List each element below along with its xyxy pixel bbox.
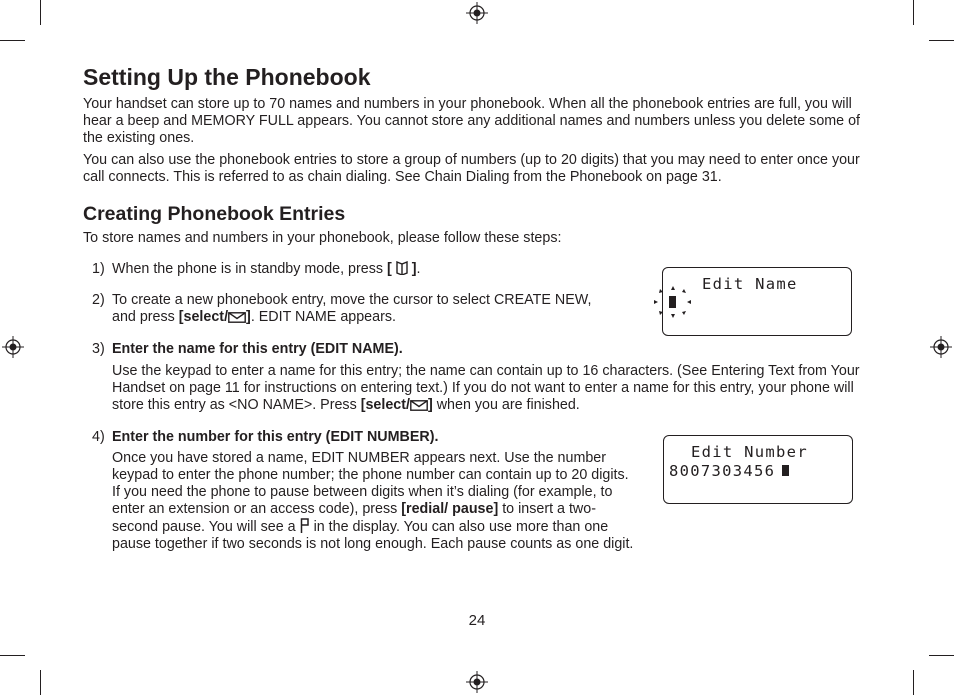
- step-heading: Enter the name for this entry (EDIT NAME).: [112, 341, 403, 357]
- envelope-icon: [228, 312, 246, 323]
- registration-mark-icon: [2, 336, 24, 358]
- step-text: when you are finished.: [432, 397, 580, 413]
- step-text: and press: [112, 309, 179, 325]
- crop-mark: [929, 655, 954, 656]
- pause-p-icon: [300, 518, 310, 533]
- step-text: in the display. You can also use more than one pause together if two seconds is not long enough. Each pause counts as one digit.: [112, 519, 634, 552]
- key-label: ]: [427, 397, 433, 413]
- crop-mark: [929, 40, 954, 41]
- envelope-icon: [410, 400, 428, 411]
- step-3-body: [112, 363, 872, 414]
- section-lead: To store names and numbers in your phonebook, please follow these steps:: [83, 230, 562, 246]
- key-label: [: [386, 261, 396, 277]
- intro-paragraph: You can also use the phonebook entries to store a group of numbers (up to 20 digits) that you may need to enter once your call connects. This is referred to as chain dialing. See Chain Dialing from the Phonebook on page 31.: [83, 152, 860, 185]
- step-number: 4): [92, 429, 105, 445]
- key-label: [redial/ pause]: [401, 501, 499, 517]
- lcd-line: Edit Number: [691, 443, 808, 461]
- crop-mark: [40, 670, 41, 695]
- lcd-display-edit-number: [663, 435, 853, 504]
- lcd-cursor: [782, 465, 789, 476]
- step-4-body: [112, 450, 637, 553]
- section-heading: Creating Phonebook Entries: [83, 203, 346, 225]
- key-label: [select/: [360, 397, 410, 413]
- crop-mark: [913, 670, 914, 695]
- key-label: ]: [407, 261, 417, 277]
- crop-mark: [913, 0, 914, 25]
- step-text: . EDIT NAME appears.: [250, 309, 396, 325]
- crop-mark: [40, 0, 41, 25]
- intro-paragraph: Your handset can store up to 70 names and numbers in your phonebook. When all the phonebook entries are full, you will hear a beep and MEMORY FULL appears. You cannot store any additional names and numbers unless you delete some of the existing ones.: [83, 96, 861, 146]
- lcd-line: 8007303456: [669, 462, 776, 480]
- step-text: Use the keypad to enter a name for this entry; the name can contain up to 16 characters. (See Entering Text from Your Handset on page 11 for instructions on entering text.) If you do not want to enter a name for this entry, your phone will store this entry as <NO NAME>. Press: [112, 363, 860, 413]
- step-heading: Enter the number for this entry (EDIT NUMBER).: [112, 429, 439, 445]
- page-title: Setting Up the Phonebook: [83, 64, 371, 90]
- phonebook-icon: [396, 261, 408, 275]
- key-label: [select/: [178, 309, 229, 325]
- step-number: 2): [92, 292, 105, 308]
- step-number: 1): [92, 261, 105, 277]
- registration-mark-icon: [466, 2, 488, 24]
- registration-mark-icon: [930, 336, 952, 358]
- step-text: to insert a two-second pause. You will see a: [112, 501, 596, 535]
- key-label: ]: [246, 309, 251, 325]
- step-number: 3): [92, 341, 105, 357]
- step-text: .: [416, 261, 421, 277]
- lcd-line: Edit Name: [702, 275, 798, 293]
- step-text: Once you have stored a name, EDIT NUMBER appears next. Use the number keypad to enter the phone number; the phone number can contain up to 20 digits. If you need the phone to pause between digits when it’s dialing (for example, to enter an extension or an access code), press: [112, 450, 629, 517]
- crop-mark: [0, 655, 25, 656]
- blinking-cursor-icon: [654, 286, 692, 318]
- registration-mark-icon: [466, 671, 488, 693]
- crop-mark: [0, 40, 25, 41]
- step-text: To create a new phonebook entry, move the cursor to select CREATE NEW,: [112, 292, 592, 308]
- step-text: When the phone is in standby mode, press: [112, 261, 387, 277]
- page-number: 24: [468, 612, 486, 629]
